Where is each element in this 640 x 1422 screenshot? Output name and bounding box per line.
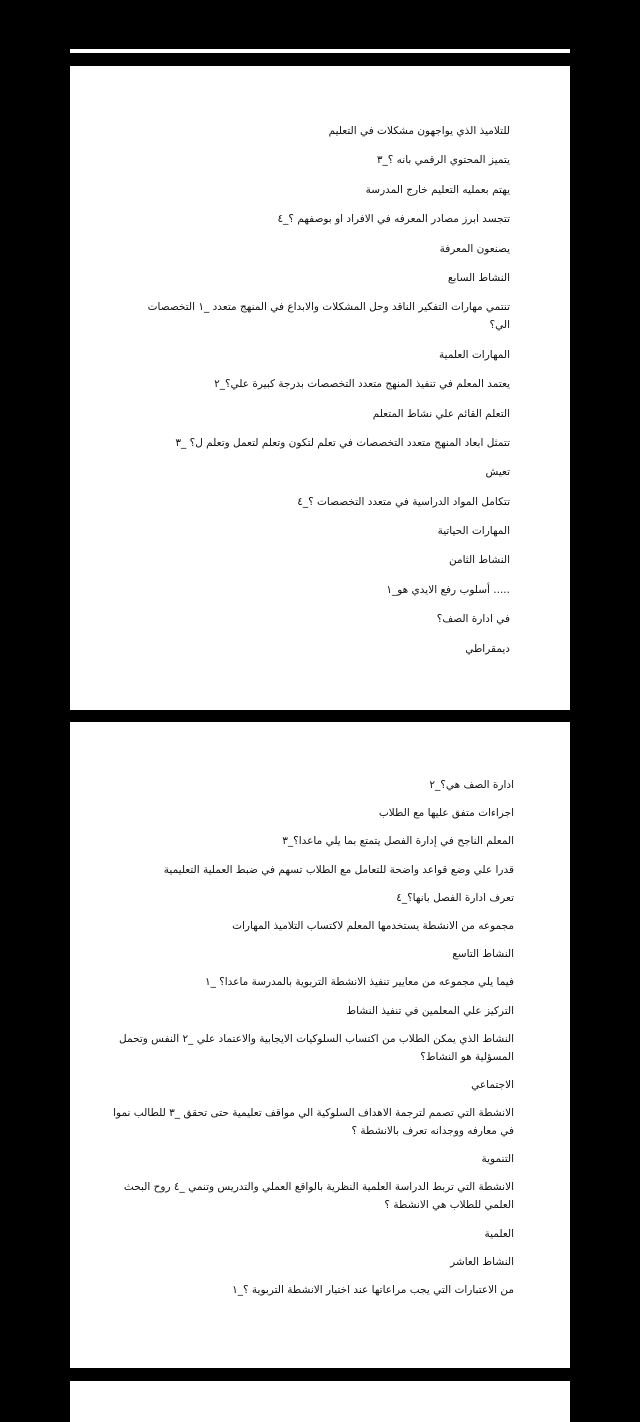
text-line: فيما يلي مجموعه من معايير تنفيذ الانشطة التربوية بالمدرسة ماعدا؟ _١ — [204, 976, 514, 989]
text-line: تتمثل ابعاد المنهج متعدد التخصصات في تعلم لتكون وتعلم لتعمل وتعلم ل؟ _٣ — [175, 436, 510, 449]
text-line: الاجتماعي — [471, 1078, 514, 1091]
text-line: النشاط التاسع — [452, 948, 514, 961]
text-line: النشاط السابع — [447, 271, 510, 284]
page-2-text — [106, 776, 514, 1309]
text-line: يهتم بعمليه التعليم خارج المدرسة — [365, 183, 510, 196]
text-line: النشاط العاشر — [450, 1255, 514, 1268]
text-line: تتكامل المواد الدراسية في متعدد التخصصات ؟_٤ — [297, 495, 510, 508]
top-divider — [70, 49, 570, 53]
text-line: الانشطة التي تربط الدراسة العلمية النظرية بالواقع العملي والتدريس وتنمي _٤ روح البحث العلمي للطلاب هي الانشطة ؟ — [123, 1181, 514, 1212]
text-line: في ادارة الصف؟ — [436, 613, 510, 626]
text-line: النشاط الثامن — [448, 554, 510, 567]
text-line: التركيز علي المعلمين في تنفيذ النشاط — [346, 1004, 514, 1017]
text-line: تتجسد ابرز مصادر المعرفه في الافراد او بوصفهم ؟_٤ — [277, 213, 510, 226]
text-line: يعتمد المعلم في تنفيذ المنهج متعدد التخصصات بدرجة كبيرة علي؟_٢ — [214, 378, 510, 391]
document-page-1 — [70, 66, 570, 710]
document-page-2 — [70, 722, 570, 1368]
text-line: للتلاميذ الذي يواجهون مشكلات في التعليم — [328, 125, 510, 137]
text-line: النشاط الذي يمكن الطلاب من اكتساب السلوكيات الايجابية والاعتماد علي _٢ النفس وتحمل المسؤلية هو النشاط؟ — [119, 1032, 514, 1063]
text-line: ادارة الصف هي؟_٢ — [429, 779, 514, 791]
text-line: التعلم القائم علي نشاط المتعلم — [372, 407, 510, 420]
text-line: تعرف ادارة الفصل بانها؟_٤ — [396, 891, 514, 904]
text-line: قدرا علي وضع قواعد واضحة للتعامل مع الطلاب تسهم في ضبط العملية التعليمية — [163, 863, 514, 876]
text-line: مجموعه من الانشطة يستخدمها المعلم لاكتساب التلاميذ المهارات — [232, 919, 514, 932]
text-line: من الاعتبارات التي يجب مراعاتها عند اختيار الانشطة التربوية ؟_١ — [232, 1284, 514, 1296]
text-line: المهارات العلمية — [439, 348, 510, 361]
text-line: اجراءات متفق عليها مع الطلاب — [378, 807, 514, 820]
text-line: العلمية — [484, 1227, 514, 1240]
text-line: تنتمي مهارات التفكير الناقد وحل المشكلات والابداع في المنهج متعدد _١ التخصصات الي؟ — [147, 301, 510, 332]
text-line: تعيش — [485, 466, 510, 479]
text-line: المهارات الحياتية — [437, 525, 510, 538]
text-line: الانشطة التي تصمم لترجمة الاهداف السلوكية الي مواقف تعليمية حتى تحقق _٣ للطالب نموا في معارفه ووجدانه تعرف بالانشطة ؟ — [113, 1107, 514, 1138]
text-line: ديمقراطي — [465, 642, 510, 655]
text-line: يتميز المحتوي الرقمي بانه ؟_٣ — [376, 154, 510, 167]
text-line: ..... أسلوب رفع الايدي هو_١ — [386, 583, 510, 596]
document-page-3 — [70, 1381, 570, 1422]
text-line: المعلم الناجح في إدارة الفصل يتمتع بما يلي ماعدا؟_٣ — [282, 835, 514, 848]
page-1-text — [130, 122, 510, 669]
text-line: يصنعون المعرفة — [439, 242, 510, 255]
text-line: التنموية — [481, 1153, 514, 1166]
